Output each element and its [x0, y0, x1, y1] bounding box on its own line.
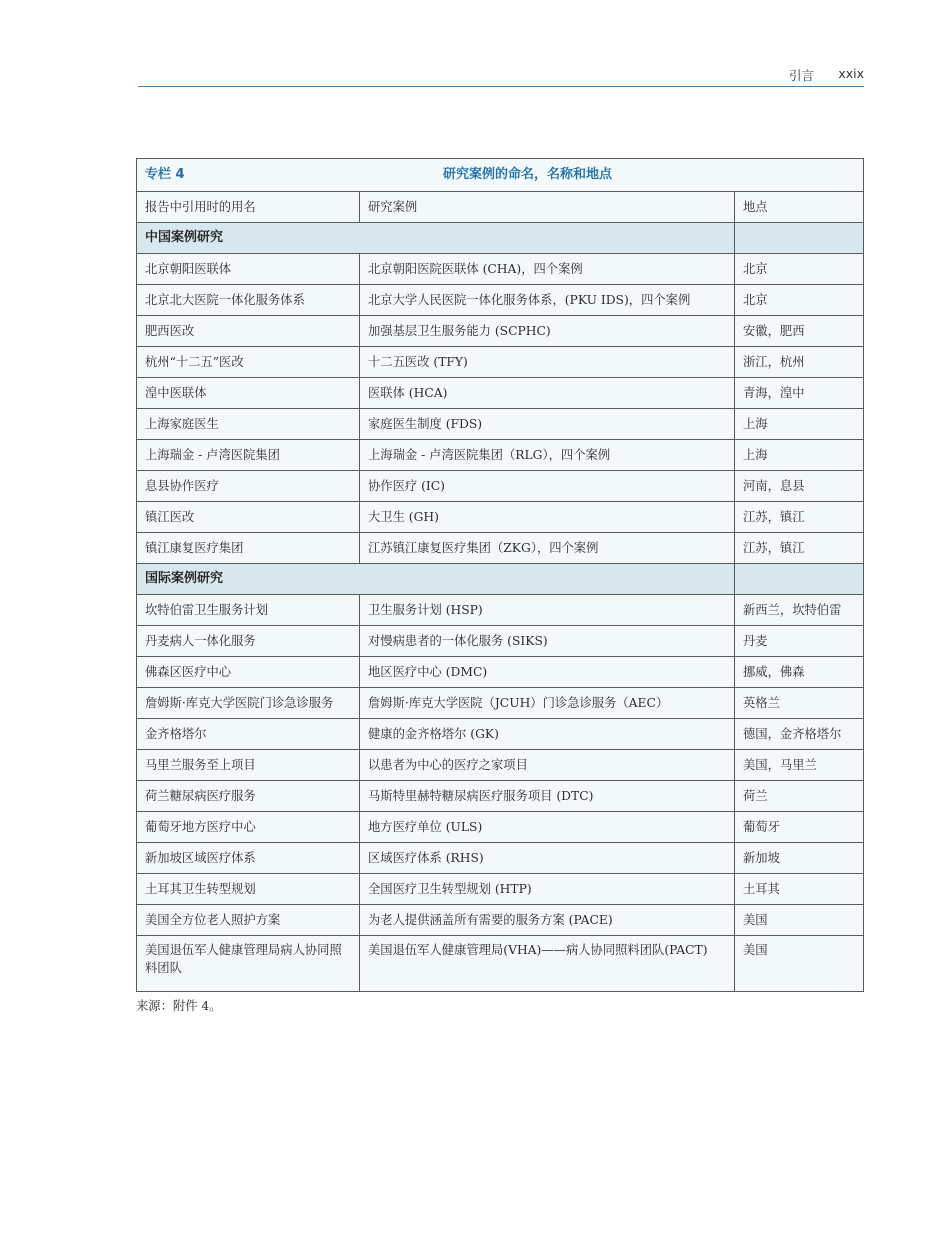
table-row — [137, 471, 864, 502]
location-cell: 挪威，佛森 — [735, 657, 864, 688]
case-cell: 北京大学人民医院一体化服务体系，(PKU IDS)，四个案例 — [360, 285, 735, 316]
table-title: 研究案例的命名，名称和地点 — [443, 167, 613, 182]
table-row — [137, 254, 864, 285]
name-cell: 镇江康复医疗集团 — [137, 533, 360, 564]
location-cell: 荷兰 — [735, 781, 864, 812]
name-cell: 杭州“十二五”医改 — [137, 347, 360, 378]
name-cell: 美国全方位老人照护方案 — [137, 905, 360, 936]
name-cell: 詹姆斯·库克大学医院门诊急诊服务 — [137, 688, 360, 719]
table-row — [137, 440, 864, 471]
table-row — [137, 688, 864, 719]
case-cell: 加强基层卫生服务能力 (SCPHC) — [360, 316, 735, 347]
case-cell: 家庭医生制度 (FDS) — [360, 409, 735, 440]
location-cell: 德国，金齐格塔尔 — [735, 719, 864, 750]
section-heading-row — [137, 223, 864, 254]
case-study-table — [136, 158, 864, 992]
table-row — [137, 595, 864, 626]
name-cell: 北京朝阳医联体 — [137, 254, 360, 285]
location-cell: 江苏，镇江 — [735, 533, 864, 564]
location-cell: 北京 — [735, 254, 864, 285]
location-cell: 上海 — [735, 409, 864, 440]
case-cell: 以患者为中心的医疗之家项目 — [360, 750, 735, 781]
location-cell: 美国 — [735, 936, 864, 992]
name-cell: 上海瑞金 - 卢湾医院集团 — [137, 440, 360, 471]
case-cell: 詹姆斯·库克大学医院（JCUH）门诊急诊服务（AEC） — [360, 688, 735, 719]
case-cell: 十二五医改 (TFY) — [360, 347, 735, 378]
table-row — [137, 750, 864, 781]
table-row — [137, 843, 864, 874]
running-header — [138, 64, 864, 87]
table-title-cell — [137, 159, 864, 192]
location-cell: 丹麦 — [735, 626, 864, 657]
name-cell: 丹麦病人一体化服务 — [137, 626, 360, 657]
column-header: 地点 — [735, 192, 864, 223]
table-row — [137, 378, 864, 409]
case-cell: 区域医疗体系 (RHS) — [360, 843, 735, 874]
case-cell: 为老人提供涵盖所有需要的服务方案 (PACE) — [360, 905, 735, 936]
case-cell: 对慢病患者的一体化服务 (SIKS) — [360, 626, 735, 657]
location-cell: 新西兰，坎特伯雷 — [735, 595, 864, 626]
case-cell: 马斯特里赫特糖尿病医疗服务项目 (DTC) — [360, 781, 735, 812]
location-cell: 新加坡 — [735, 843, 864, 874]
section-heading-row — [137, 564, 864, 595]
table-row — [137, 285, 864, 316]
table-title-row — [137, 159, 864, 192]
case-cell: 全国医疗卫生转型规划 (HTP) — [360, 874, 735, 905]
name-cell: 葡萄牙地方医疗中心 — [137, 812, 360, 843]
table-row — [137, 905, 864, 936]
location-cell: 浙江，杭州 — [735, 347, 864, 378]
table-row — [137, 657, 864, 688]
location-cell: 安徽，肥西 — [735, 316, 864, 347]
section-heading: 中国案例研究 — [137, 223, 735, 254]
location-cell: 美国 — [735, 905, 864, 936]
table-row — [137, 874, 864, 905]
table-row — [137, 781, 864, 812]
name-cell: 新加坡区域医疗体系 — [137, 843, 360, 874]
name-cell: 坎特伯雷卫生服务计划 — [137, 595, 360, 626]
case-cell: 健康的金齐格塔尔 (GK) — [360, 719, 735, 750]
case-cell: 江苏镇江康复医疗集团（ZKG），四个案例 — [360, 533, 735, 564]
case-cell: 上海瑞金 - 卢湾医院集团（RLG），四个案例 — [360, 440, 735, 471]
table-row — [137, 626, 864, 657]
case-cell: 地区医疗中心 (DMC) — [360, 657, 735, 688]
name-cell: 湟中医联体 — [137, 378, 360, 409]
table-row — [137, 936, 864, 992]
case-cell: 协作医疗 (IC) — [360, 471, 735, 502]
section-heading-empty-cell — [735, 564, 864, 595]
box-label: 专栏 4 — [145, 167, 185, 182]
table-row — [137, 347, 864, 378]
name-cell: 荷兰糖尿病医疗服务 — [137, 781, 360, 812]
name-cell: 肥西医改 — [137, 316, 360, 347]
page-number: xxix — [838, 66, 864, 81]
case-cell: 地方医疗单位 (ULS) — [360, 812, 735, 843]
column-header-row — [137, 192, 864, 223]
table-row — [137, 812, 864, 843]
column-header: 报告中引用时的用名 — [137, 192, 360, 223]
name-cell: 镇江医改 — [137, 502, 360, 533]
table-row — [137, 409, 864, 440]
location-cell: 土耳其 — [735, 874, 864, 905]
name-cell: 马里兰服务至上项目 — [137, 750, 360, 781]
case-cell: 北京朝阳医院医联体 (CHA)，四个案例 — [360, 254, 735, 285]
case-cell: 大卫生 (GH) — [360, 502, 735, 533]
location-cell: 葡萄牙 — [735, 812, 864, 843]
column-header: 研究案例 — [360, 192, 735, 223]
table-row — [137, 719, 864, 750]
location-cell: 北京 — [735, 285, 864, 316]
table-row — [137, 502, 864, 533]
table-row — [137, 533, 864, 564]
section-heading: 国际案例研究 — [137, 564, 735, 595]
location-cell: 美国，马里兰 — [735, 750, 864, 781]
case-cell: 卫生服务计划 (HSP) — [360, 595, 735, 626]
name-cell: 北京北大医院一体化服务体系 — [137, 285, 360, 316]
case-cell: 医联体 (HCA) — [360, 378, 735, 409]
name-cell: 金齐格塔尔 — [137, 719, 360, 750]
name-cell: 佛森区医疗中心 — [137, 657, 360, 688]
name-cell: 土耳其卫生转型规划 — [137, 874, 360, 905]
table-row — [137, 316, 864, 347]
location-cell: 河南，息县 — [735, 471, 864, 502]
case-cell: 美国退伍军人健康管理局(VHA)——病人协同照料团队(PACT) — [360, 936, 735, 992]
name-cell: 息县协作医疗 — [137, 471, 360, 502]
section-heading-empty-cell — [735, 223, 864, 254]
source-note: 来源：附件 4。 — [136, 999, 222, 1013]
location-cell: 青海，湟中 — [735, 378, 864, 409]
name-cell: 上海家庭医生 — [137, 409, 360, 440]
location-cell: 江苏，镇江 — [735, 502, 864, 533]
name-cell: 美国退伍军人健康管理局病人协同照料团队 — [137, 936, 360, 992]
location-cell: 上海 — [735, 440, 864, 471]
running-header-section: 引言 — [788, 68, 814, 83]
location-cell: 英格兰 — [735, 688, 864, 719]
